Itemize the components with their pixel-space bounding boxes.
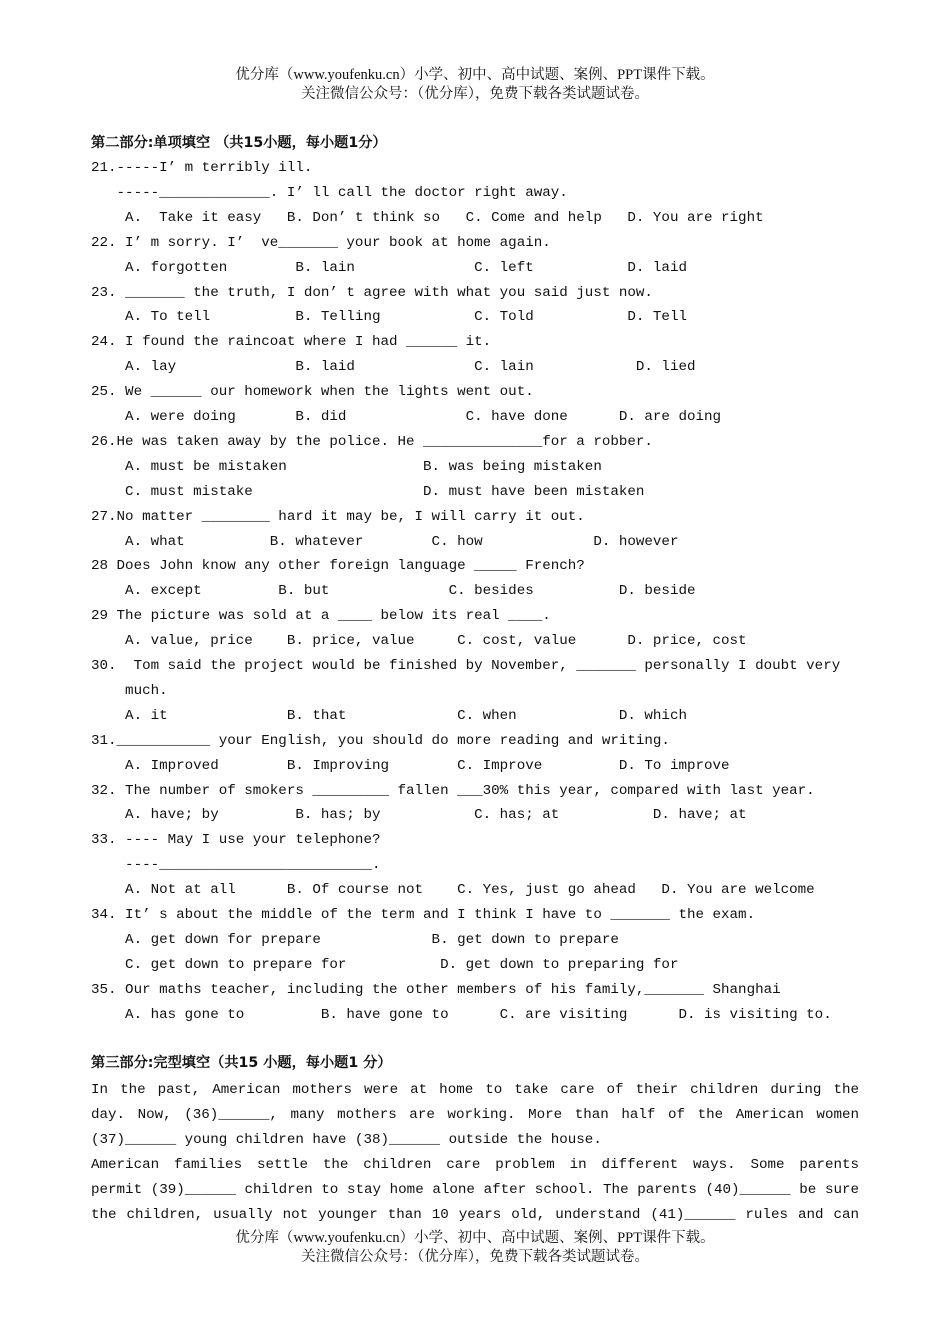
cloze-paragraph-1 [91,1078,859,1153]
answer-options-line: A. lay B. laid C. lain D. lied [91,359,696,376]
paragraph-line: In the past, American mothers were at home to take care of their children during the [91,1082,859,1098]
header-line-1: 优分库（www.youfenku.cn）小学、初中、高中试题、案例、PPT课件下载。 [235,67,715,83]
question-line: 34. It’ s about the middle of the term and I think I have to _______ the exam. [91,907,756,923]
question-line: 28 Does John know any other foreign language _____ French? [91,558,585,575]
answer-options-line: A. Take it easy B. Don’ t think so C. Come and help D. You are right [91,209,764,226]
answer-options-line: A. value, price B. price, value C. cost, value D. price, cost [91,633,747,650]
question-line: 21.-----I’ m terribly ill. [91,160,313,176]
answer-options-line: C. get down to prepare for D. get down to preparing for [91,956,679,973]
question-line: 31.___________ your English, you should do more reading and writing. [91,732,670,749]
paragraph-line: day. Now, (36)______, many mothers are working. More than half of the American women [91,1107,859,1123]
question-line: 25. We ______ our homework when the lights went out. [91,384,534,401]
question-line: ----_________________________. [91,857,381,874]
answer-options-line: A. get down for prepare B. get down to prepare [91,931,619,948]
paragraph-line: (37)______ young children have (38)______ outside the house. [91,1132,602,1148]
page-header [0,66,950,104]
question-line: 22. I’ m sorry. I’ ve_______ your book at home again. [91,234,551,251]
question-line: 33. ---- May I use your telephone? [91,832,381,849]
question-line: 35. Our maths teacher, including the other members of his family,_______ Shanghai [91,981,781,998]
paragraph-line: permit (39)______ children to stay home alone after school. The parents (40)______ be sure [91,1182,859,1198]
answer-options-line: A. To tell B. Telling C. Told D. Tell [91,309,687,326]
footer-line-1: 优分库（www.youfenku.cn）小学、初中、高中试题、案例、PPT课件下载。 [235,1230,715,1246]
cloze-paragraph-2 [91,1153,859,1228]
question-line: 30. Tom said the project would be finished by November, _______ personally I doubt very [91,658,841,674]
question-line: -----_____________. I’ ll call the doctor right away. [91,184,568,201]
answer-options-line: A. must be mistaken B. was being mistaken [91,458,602,475]
question-line: much. [91,682,168,699]
answer-options-line: A. except B. but C. besides D. beside [91,583,696,600]
question-line: 24. I found the raincoat where I had ______ it. [91,334,492,351]
answer-options-line: A. were doing B. did C. have done D. are doing [91,409,722,425]
question-line: 27.No matter ________ hard it may be, I will carry it out. [91,508,585,525]
answer-options-line: A. Not at all B. Of course not C. Yes, just go ahead D. You are welcome [91,882,815,899]
paragraph-line: American families settle the children care problem in different ways. Some parents [91,1157,859,1173]
header-line-2: 关注微信公众号：（优分库），免费下载各类试题试卷。 [301,86,649,102]
question-line: 29 The picture was sold at a ____ below its real ____. [91,608,551,625]
answer-options-line: A. have; by B. has; by C. has; at D. have; at [91,807,747,824]
answer-options-line: C. must mistake D. must have been mistaken [91,483,645,500]
paragraph-line: the children, usually not younger than 10 years old, understand (41)______ rules and can [91,1207,859,1223]
question-line: 23. _______ the truth, I don’ t agree with what you said just now. [91,284,653,301]
footer-line-2: 关注微信公众号：（优分库），免费下载各类试题试卷。 [301,1249,649,1265]
page-footer [0,1229,950,1267]
answer-options-line: A. has gone to B. have gone to C. are visiting D. is visiting to. [91,1006,832,1023]
part3-title: 第三部分:完型填空（共15 小题，每小题1 分） [91,1055,392,1071]
part2-title: 第二部分:单项填空 （共15小题，每小题1分） [91,135,387,151]
answer-options-line: A. Improved B. Improving C. Improve D. To improve [91,757,730,774]
answer-options-line: A. what B. whatever C. how D. however [91,533,679,550]
answer-options-line: A. forgotten B. lain C. left D. laid [91,259,687,276]
question-line: 32. The number of smokers _________ fallen ___30% this year, compared with last year. [91,782,815,799]
question-line: 26.He was taken away by the police. He ______________for a robber. [91,433,653,450]
answer-options-line: A. it B. that C. when D. which [91,707,687,724]
